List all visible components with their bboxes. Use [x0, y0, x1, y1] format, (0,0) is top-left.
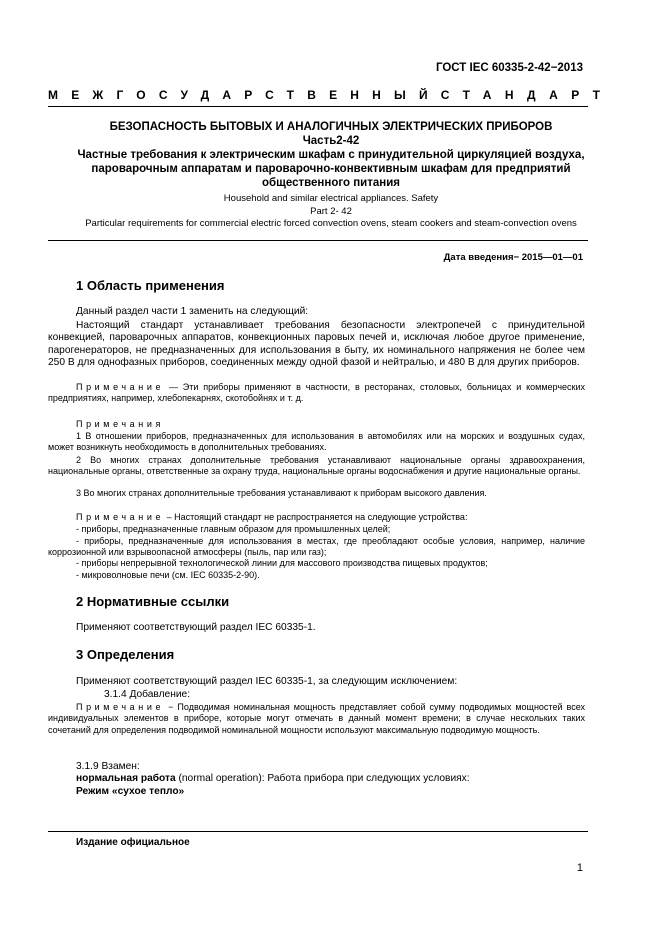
note-4-text: – Настоящий стандарт не распространяется на следующие устройства: [164, 512, 468, 522]
section-1-note-3: 3 Во многих странах дополнительные требования устанавливают к приборам высокого давления. [76, 488, 487, 498]
section-3-note-text: − Подводимая номинальная мощность представляет собой сумму подводимых мощностей всех индивидуальных элементов в приборе, которые могут отмечать в данный момент времени; в случае нескольких таких сочетаний для определения подводимой номинальной мощности используют максимальную подводимую мощность. [48, 702, 585, 735]
title-line-4: пароварочным аппаратам и пароварочно-конвективным шкафам для предприятий [91, 163, 571, 175]
document-code: ГОСТ IEC 60335-2-42−2013 [435, 62, 583, 74]
section-3-addition: 3.1.4 Добавление: [104, 689, 191, 700]
exclusion-list-item-4: - микроволновые печи (см. IEC 60335-2-90). [76, 570, 260, 580]
banner-word-standard: СТАНДАРТ [440, 88, 614, 102]
note-label: Примечание [76, 382, 165, 392]
term-definition: (normal operation): Работа прибора при следующих условиях: [175, 773, 470, 784]
title-line-3: Частные требования к электрическим шкафам с принудительной циркуляцией воздуха, [77, 149, 585, 161]
section-3-intro: Применяют соответствующий раздел IEC 60335-1, за следующим исключением: [76, 676, 458, 687]
title-line-1: БЕЗОПАСНОСТЬ БЫТОВЫХ И АНАЛОГИЧНЫХ ЭЛЕКТРИЧЕСКИХ ПРИБОРОВ [109, 121, 553, 133]
normal-operation-definition [76, 773, 470, 785]
section-3-heading: 3 Определения [76, 647, 175, 662]
section-3-note [48, 702, 585, 736]
section-3-replacement: 3.1.9 Взамен: [76, 761, 140, 772]
section-1-replace-text: Данный раздел части 1 заменить на следующий: [76, 306, 309, 317]
section-1-note-2: 2 Во многих странах дополнительные требования устанавливают национальные органы здравоохранения, национальные органы, ответственные за охрану труда, национальные органы водоснабжения и другие национальные органы. [48, 455, 585, 477]
section-1-scope-paragraph: Настоящий стандарт устанавливает требования безопасности электропечей с принудительной конвекцией, пароварочных аппаратов, конвекционных паровых печей и, исключая любое другое применение, парогенераторов, не предназначенных для использования в быту, их номинального напряжения не более чем 250 В для однофазных приборов, соединенных между одной фазой и нейтралью, и 480 В для других приборов. [48, 320, 585, 368]
title-line-5: общественного питания [262, 177, 400, 189]
exclusion-list-item-3: - приборы непрерывной технологической линии для массового производства пищевых продуктов; [76, 558, 488, 568]
section-2-text: Применяют соответствующий раздел IEC 60335-1. [76, 622, 316, 633]
footer-rule [48, 831, 588, 832]
exclusion-list-item-2: - приборы, предназначенные для использования в местах, где преобладают особые условия, например, наличие коррозионной или взрывоопасной атмосферы (пыль, пар или газ); [48, 536, 585, 558]
document-title [48, 120, 614, 190]
exclusion-list-item-1: - приборы, предназначенные главным образом для промышленных целей; [76, 524, 391, 534]
banner-word-interstate: МЕЖГОСУДАРСТВЕННЫЙ [48, 88, 441, 102]
title-rule [48, 240, 588, 241]
note-4-label: Примечание [76, 512, 165, 522]
section-3-note-label: Примечание [76, 702, 165, 712]
note-text: — Эти приборы применяют в частности, в ресторанах, столовых, больницах и коммерческих предприятиях, например, хлебопекарнях, скотобойнях и т. д. [48, 382, 585, 404]
section-1-heading: 1 Область применения [76, 278, 225, 293]
title-line-2: Часть2-42 [302, 135, 360, 147]
official-edition-label: Издание официальное [76, 837, 190, 848]
section-1-note-1: 1 В отношении приборов, предназначенных для использования в автомобилях или на морских и воздушных судах, может возникнуть необходимость в дополнительных требованиях. [48, 431, 585, 453]
header-rule [48, 106, 588, 107]
english-title-line-1: Household and similar electrical appliances. Safety [223, 193, 439, 204]
english-title [48, 193, 614, 231]
section-1-note-4 [48, 512, 585, 523]
section-1-note [48, 382, 585, 405]
introduction-date: Дата введения− 2015—01—01 [443, 252, 583, 263]
section-2-heading: 2 Нормативные ссылки [76, 594, 230, 609]
page-number: 1 [576, 862, 583, 874]
dry-heat-mode: Режим «сухое тепло» [76, 786, 185, 797]
standard-banner [48, 88, 614, 102]
term-normal-operation: нормальная работа [76, 773, 176, 784]
section-1-notes-label: Примечания [76, 419, 164, 429]
english-title-line-3: Particular requirements for commercial electric forced convection ovens, steam cookers and steam-convection ovens [85, 218, 577, 230]
english-title-line-2: Part 2- 42 [310, 205, 352, 217]
